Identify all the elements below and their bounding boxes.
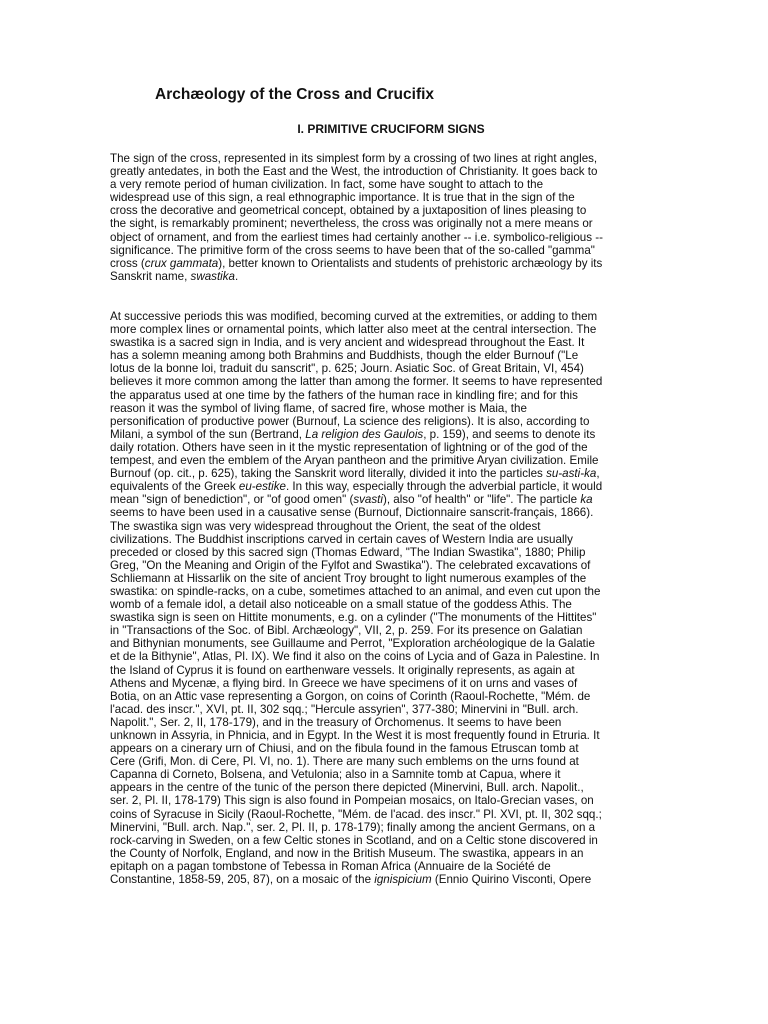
text-line	[110, 467, 670, 480]
text-segment: rock-carving in Sweden, on a few Celtic stones in Scotland, and on a Celtic stone discovered in	[110, 833, 598, 847]
text-segment: Minervini, "Bull. arch. Nap.", ser. 2, Pl. II, p. 178-179); finally among the ancient Germans, on a	[110, 820, 596, 834]
text-segment: appears on a cinerary urn of Chiusi, and on the fibula found in the famous Etruscan tomb at	[110, 742, 579, 756]
text-line	[110, 742, 670, 755]
text-line	[110, 821, 670, 834]
text-segment: the sight, is remarkably prominent; nevertheless, the cross was originally not a mere means or	[110, 217, 593, 231]
text-segment: preceded or closed by this sacred sign (Thomas Edward, "The Indian Swastika", 1880; Philip	[110, 545, 586, 559]
text-line	[110, 677, 670, 690]
text-segment: .	[235, 269, 239, 283]
text-line	[110, 231, 670, 244]
text-line	[110, 217, 670, 230]
italic-text: La religion des Gaulois	[305, 427, 424, 441]
text-line	[110, 533, 670, 546]
text-segment: swastika sign is seen on Hittite monuments, e.g. on a cylinder ("The monuments of the Hittites"	[110, 611, 597, 625]
text-line	[110, 520, 670, 533]
text-line	[110, 257, 670, 270]
text-segment: greatly antedates, in both the East and the West, the introduction of Christianity. It goes back to	[110, 165, 598, 179]
italic-text: su-asti-ka	[546, 467, 597, 481]
italic-text: svasti	[353, 493, 383, 507]
text-segment: ), better known to Orientalists and students of prehistoric archæology by its	[218, 256, 603, 270]
text-line	[110, 729, 670, 742]
text-segment: daily rotation. Others have seen in it the mystic representation of lightning or of the god of the	[110, 440, 588, 454]
text-segment: a very remote period of human civilization. In fact, some have sought to attach to the	[110, 178, 544, 192]
text-line	[110, 873, 670, 886]
text-line	[110, 152, 670, 165]
text-line	[110, 768, 670, 781]
text-segment: epitaph on a pagan tombstone of Tebessa in Roman Africa (Annuaire de la Société de	[110, 859, 551, 873]
text-line	[110, 598, 670, 611]
text-segment: significance. The primitive form of the cross seems to have been that of the so-called "gamma"	[110, 243, 595, 257]
text-line	[110, 703, 670, 716]
text-segment: swastika is a sacred sign in India, and is very ancient and widespread throughout the East. It	[110, 336, 585, 350]
text-segment: and Bithynian monuments, see Guillaume and Perrot, "Exploration archéologique de la Galatie	[110, 637, 595, 651]
text-line	[110, 781, 670, 794]
text-line	[110, 493, 670, 506]
text-segment: reason it was the symbol of living flame, of sacred fire, whose mother is Maia, the	[110, 401, 527, 415]
text-segment: more complex lines or ornamental points, which latter also meet at the central intersection. The	[110, 323, 597, 337]
text-segment: Greg, "On the Meaning and Origin of the Fylfot and Swastika"). The celebrated excavations of	[110, 558, 591, 572]
text-segment: cross the decorative and geometrical concept, obtained by a juxtaposition of lines pleasing to	[110, 204, 587, 218]
text-segment: et de la Bithynie", Atlas, Pl. IX). We find it also on the coins of Lycia and of Gaza in Palestine. In	[110, 650, 600, 664]
text-segment: swastika: on spindle-racks, on a cube, sometimes attached to an animal, and even cut upon the	[110, 584, 601, 598]
text-segment: womb of a female idol, a detail also noticeable on a small statue of the goddess Athis. The	[110, 598, 572, 612]
text-line	[110, 690, 670, 703]
italic-text: swastika	[190, 269, 236, 283]
text-line	[110, 389, 670, 402]
paragraph-1	[110, 152, 670, 283]
text-line	[110, 362, 670, 375]
text-line	[110, 165, 670, 178]
text-segment: Schliemann at Hissarlik on the site of ancient Troy brought to light numerous examples of the	[110, 571, 587, 585]
text-line	[110, 191, 670, 204]
text-line	[110, 204, 670, 217]
text-line	[110, 808, 670, 821]
text-segment: the apparatus used at one time by the fathers of the human race in kindling fire; and for this	[110, 388, 578, 402]
text-segment: believes it more common among the latter than among the former. It seems to have represented	[110, 375, 603, 389]
text-line	[110, 480, 670, 493]
text-segment: appears in the centre of the tunic of the person there depicted (Minervini, Bull. arch. Napolit.,	[110, 781, 584, 795]
text-segment: the Island of Cyprus it is found on earthenware vessels. It originally represents, as again at	[110, 663, 575, 677]
text-segment: has a solemn meaning among both Brahmins and Buddhists, though the elder Burnouf ("Le	[110, 349, 579, 363]
text-line	[110, 716, 670, 729]
text-segment: the County of Norfolk, England, and now in the British Museum. The swastika, appears in an	[110, 846, 584, 860]
text-segment: The swastika sign was very widespread throughout the Orient, the seat of the oldest	[110, 519, 541, 533]
text-segment: object of ornament, and from the earliest times had certainly another -- i.e. symbolico-religious --	[110, 230, 603, 244]
text-segment: equivalents of the Greek	[110, 480, 239, 494]
text-segment: Sanskrit name,	[110, 269, 191, 283]
paragraph-2	[110, 310, 670, 886]
text-line	[110, 323, 670, 336]
text-line	[110, 860, 670, 873]
italic-text: crux gammata	[144, 256, 219, 270]
text-segment: in "Transactions of the Soc. of Bibl. Archæology", VII, 2, p. 259. For its presence on Galatian	[110, 624, 583, 638]
text-segment: At successive periods this was modified, becoming curved at the extremities, or adding to them	[110, 310, 598, 323]
text-line	[110, 244, 670, 257]
text-line	[110, 415, 670, 428]
text-line	[110, 402, 670, 415]
document-title: Archæology of the Cross and Crucifix	[155, 86, 435, 103]
text-segment: mean "sign of benediction", or "of good omen" (	[110, 493, 354, 507]
italic-text: eu-estike	[238, 480, 286, 494]
text-segment: l'acad. des inscr.", XVI, pt. II, 302 sqq.; "Hercule assyrien", 377-380; Minervini in "Bull. arch.	[110, 702, 579, 716]
text-segment: Burnouf (op. cit., p. 625), taking the Sanskrit word literally, divided it into the particles	[110, 467, 547, 481]
text-line	[110, 336, 670, 349]
text-line	[110, 506, 670, 519]
text-line	[110, 611, 670, 624]
text-line	[110, 572, 670, 585]
text-segment: Cere (Grifi, Mon. di Cere, Pl. VI, no. 1). There are many such emblems on the urns found at	[110, 755, 579, 769]
text-line	[110, 441, 670, 454]
text-segment: lotus de la bonne loi, traduit du sanscrit", p. 625; Journ. Asiatic Soc. of Great Britain, VI, 454)	[110, 362, 584, 376]
text-line	[110, 794, 670, 807]
text-segment: . In this way, especially through the adverbial particle, it would	[285, 480, 603, 494]
text-segment: tempest, and even the emblem of the Aryan pantheon and the primitive Aryan civilization. Emile	[110, 454, 599, 468]
text-line	[110, 650, 670, 663]
text-segment: widespread use of this sign, a real ethnographic importance. It is true that in the sign of the	[110, 191, 575, 205]
text-line	[110, 834, 670, 847]
text-segment: Botia, on an Attic vase representing a Gorgon, on coins of Corinth (Raoul-Rochette, "Mém. de	[110, 689, 591, 703]
text-line	[110, 637, 670, 650]
text-line	[110, 664, 670, 677]
text-line	[110, 310, 670, 323]
text-line	[110, 454, 670, 467]
text-segment: ser. 2, Pl. II, 178-179) This sign is also found in Pompeian mosaics, on Italo-Grecian vases, on	[110, 794, 594, 808]
text-line	[110, 546, 670, 559]
text-line	[110, 624, 670, 637]
text-line	[110, 847, 670, 860]
text-line	[110, 755, 670, 768]
text-line	[110, 428, 670, 441]
text-line	[110, 375, 670, 388]
text-segment: Athens and Mycenæ, a flying bird. In Greece we have specimens of it on urns and vases of	[110, 676, 578, 690]
text-segment: The sign of the cross, represented in its simplest form by a crossing of two lines at right angles,	[110, 152, 598, 165]
text-segment: coins of Syracuse in Sicily (Raoul-Rochette, "Mém. de l'acad. des inscr." Pl. XVI, pt. II, 302 sqq.;	[110, 807, 602, 821]
text-segment: , p. 159), and seems to denote its	[423, 427, 596, 441]
text-segment: civilizations. The Buddhist inscriptions carved in certain caves of Western India are usually	[110, 532, 573, 546]
text-segment: ), also "of health" or "life". The particle	[382, 493, 581, 507]
section-heading: I. PRIMITIVE CRUCIFORM SIGNS	[297, 122, 485, 136]
text-line	[110, 349, 670, 362]
text-line	[110, 585, 670, 598]
text-segment: Capanna di Corneto, Bolsena, and Vetulonia; also in a Samnite tomb at Capua, where it	[110, 768, 561, 782]
italic-text: ignispicium	[374, 873, 432, 887]
text-segment: ,	[596, 467, 600, 481]
text-segment: unknown in Assyria, in Phnicia, and in Egypt. In the West it is most frequently found in Etruria. It	[110, 729, 600, 742]
text-segment: Milani, a symbol of the sun (Bertrand,	[110, 427, 306, 441]
text-segment: (Ennio Quirino Visconti, Opere	[431, 873, 592, 887]
text-line	[110, 178, 670, 191]
text-segment: Constantine, 1858-59, 205, 87), on a mosaic of the	[110, 873, 375, 887]
text-segment: cross (	[110, 256, 145, 270]
text-line	[110, 270, 670, 283]
text-line	[110, 559, 670, 572]
italic-text: ka	[580, 493, 593, 507]
text-segment: Napolit.", Ser. 2, II, 178-179), and in the treasury of Orchomenus. It seems to have been	[110, 715, 562, 729]
text-segment: personification of productive power (Burnouf, La science des religions). It is also, according to	[110, 414, 590, 428]
text-segment: seems to have been used in a causative sense (Burnouf, Dictionnaire sanscrit-français, 1866).	[110, 506, 594, 520]
